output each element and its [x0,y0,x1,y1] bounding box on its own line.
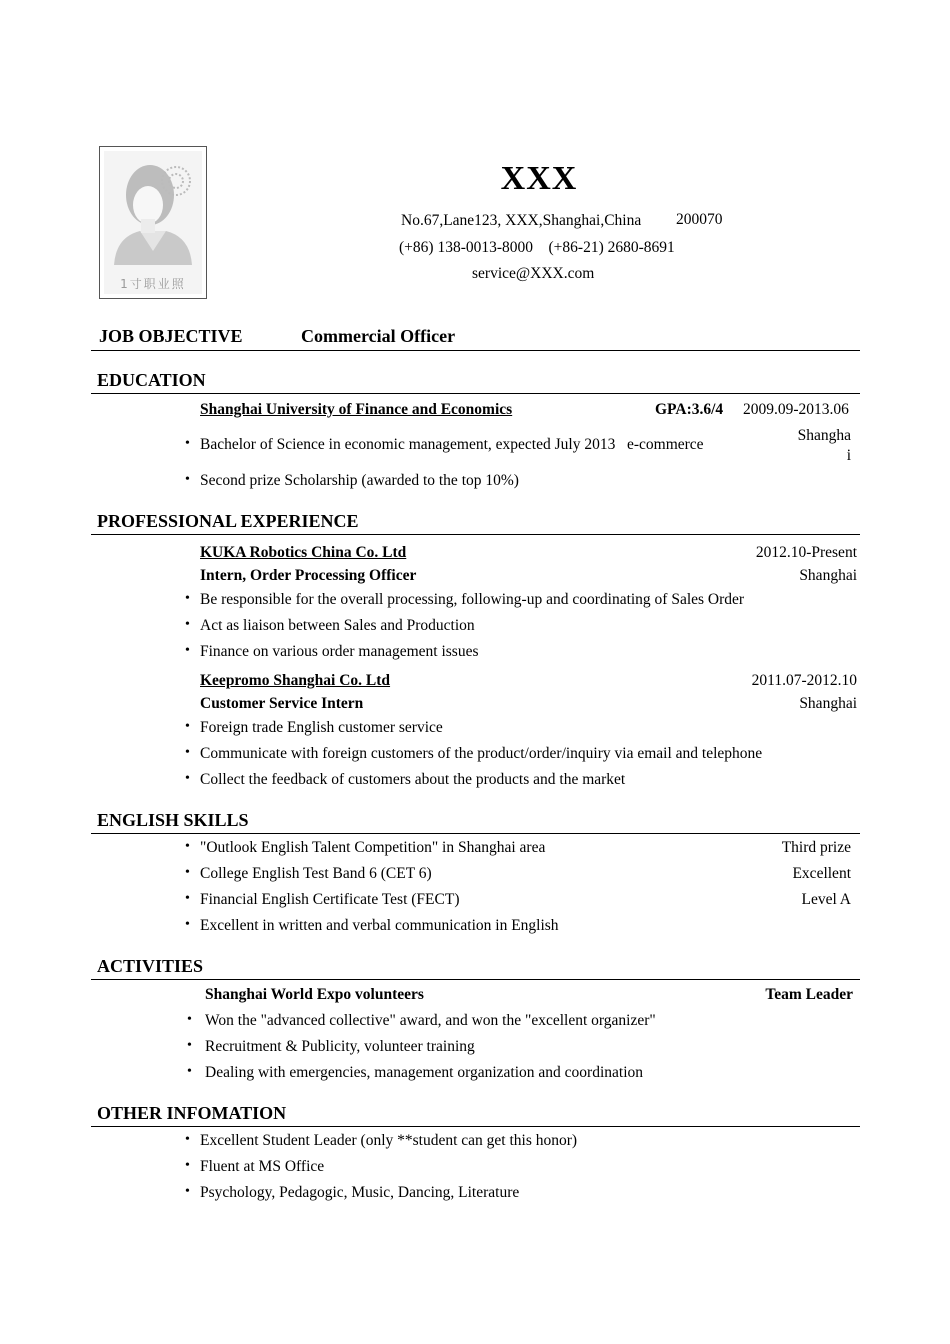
list-item: • "Outlook English Talent Competition" in Shanghai area [185,839,546,856]
photo-caption: 1寸职业照 [120,277,186,291]
section-divider [91,833,860,834]
list-item: • Won the "advanced collective" award, and won the "excellent organizer" [187,1012,656,1029]
school-name: Shanghai University of Finance and Economics [200,401,513,418]
email: service@XXX.com [472,265,595,282]
job-role: Intern, Order Processing Officer [200,567,417,584]
skill-result: Third prize [781,839,851,856]
candidate-name: XXX [500,160,578,197]
section-divider [91,979,860,980]
list-item: • Excellent in written and verbal communication in English [185,917,559,934]
job-location: Shanghai [799,567,857,584]
list-item: • Psychology, Pedagogic, Music, Dancing, Literature [185,1184,520,1201]
activity-name: Shanghai World Expo volunteers [205,986,424,1003]
job-dates: 2012.10-Present [755,544,857,561]
list-item: • Excellent Student Leader (only **student can get this honor) [185,1132,578,1149]
section-divider [91,1126,860,1127]
list-item: • Foreign trade English customer service [185,719,443,736]
company-name: KUKA Robotics China Co. Ltd [200,544,407,561]
activity-role: Team Leader [765,986,853,1003]
skill-result: Level A [801,891,851,908]
list-item: • Dealing with emergencies, management organization and coordination [187,1064,644,1081]
list-item: • Fluent at MS Office [185,1158,325,1175]
experience-title: PROFESSIONAL EXPERIENCE [97,511,359,531]
list-item: • Recruitment & Publicity, volunteer training [187,1038,475,1055]
list-item: • Second prize Scholarship (awarded to the top 10%) [185,472,519,489]
list-item: • Financial English Certificate Test (FECT) [185,891,460,908]
section-divider [91,350,860,351]
section-divider [91,534,860,535]
education-dates: 2009.09-2013.06 [743,401,849,418]
objective-value: Commercial Officer [301,326,456,346]
phone-numbers: (+86) 138-0013-8000 (+86-21) 2680-8691 [399,239,675,256]
postcode: 200070 [676,211,723,228]
skill-result: Excellent [792,865,851,882]
list-item: • Act as liaison between Sales and Production [185,617,475,634]
education-title: EDUCATION [97,370,206,390]
other-title: OTHER INFOMATION [97,1103,287,1123]
job-dates: 2011.07-2012.10 [751,672,857,689]
job-role: Customer Service Intern [200,695,364,712]
job-location: Shanghai [799,695,857,712]
list-item: • Finance on various order management issues [185,643,479,660]
list-item: • Bachelor of Science in economic management, expected July 2013 e-commerce [185,436,704,453]
address: No.67,Lane123, XXX,Shanghai,China [401,212,642,229]
list-item: • Communicate with foreign customers of the product/order/inquiry via email and telephone [185,745,763,762]
objective-label: JOB OBJECTIVE [99,326,243,346]
english-title: ENGLISH SKILLS [97,810,249,830]
gpa: GPA:3.6/4 [655,401,724,418]
section-divider [91,393,860,394]
education-location-wrap: i [846,447,851,464]
company-name: Keepromo Shanghai Co. Ltd [200,672,391,689]
list-item: • Be responsible for the overall processing, following-up and coordinating of Sales Order [185,591,745,608]
activities-title: ACTIVITIES [97,956,204,976]
list-item: • College English Test Band 6 (CET 6) [185,865,432,882]
education-location: Shangha [797,427,851,444]
list-item: • Collect the feedback of customers about the products and the market [185,771,626,788]
